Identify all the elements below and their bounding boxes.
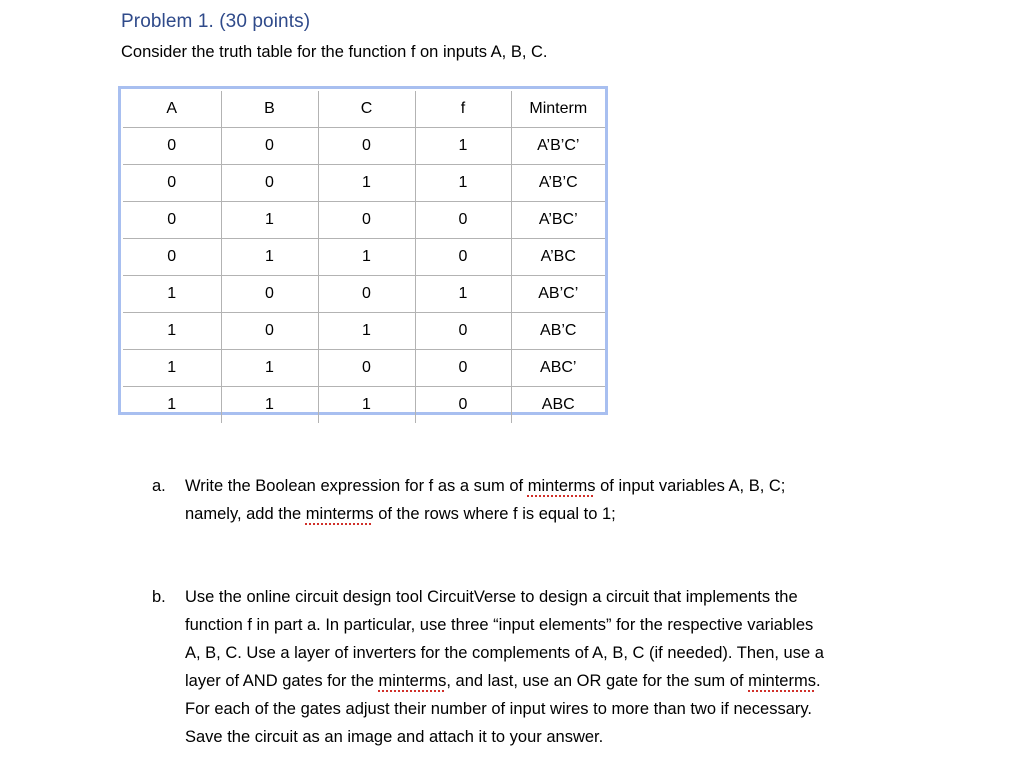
question-b-line-1: Use the online circuit design tool CircuitVerse to design a circuit that implements the [185,588,798,606]
cell-f: 0 [415,313,511,350]
table-row [123,202,605,239]
cell-b: 0 [221,165,318,202]
cell-a: 1 [123,350,221,387]
text-segment: of the rows where f is equal to 1; [373,505,616,523]
table-row [123,276,605,313]
table-row [123,350,605,387]
cell-f: 1 [415,128,511,165]
question-b-line-4 [185,667,952,695]
header-a: A [123,91,221,128]
question-b-line-3: A, B, C. Use a layer of inverters for the complements of A, B, C (if needed). Then, use a [185,644,824,662]
question-a-label: a. [152,477,166,495]
cell-a: 0 [123,128,221,165]
header-f: f [415,91,511,128]
cell-f: 0 [415,202,511,239]
cell-b: 0 [221,313,318,350]
cell-b: 1 [221,202,318,239]
question-b-line-5: For each of the gates adjust their number of input wires to more than two if necessary. [185,700,813,718]
header-c: C [318,91,415,128]
spellcheck-word: minterms [527,477,596,495]
cell-minterm: A’B’C [511,165,605,202]
text-segment: layer of AND gates for the [185,672,379,690]
cell-b: 1 [221,350,318,387]
spellcheck-word: minterms [748,672,816,690]
cell-f: 0 [415,350,511,387]
cell-f: 1 [415,165,511,202]
cell-a: 1 [123,276,221,313]
problem-title: Problem 1. (30 points) [121,11,311,32]
cell-a: 1 [123,387,221,424]
text-segment: . [815,672,821,690]
truth-table [123,91,605,423]
cell-a: 0 [123,202,221,239]
text-segment: namely, add the [185,505,306,523]
cell-a: 1 [123,313,221,350]
cell-minterm: ABC’ [511,350,605,387]
question-a [152,472,952,528]
cell-c: 0 [318,276,415,313]
cell-minterm: A’BC’ [511,202,605,239]
table-row [123,387,605,424]
cell-a: 0 [123,239,221,276]
cell-c: 0 [318,350,415,387]
cell-b: 1 [221,239,318,276]
table-row [123,128,605,165]
question-a-text [185,472,952,528]
question-b-label: b. [152,588,166,606]
cell-c: 1 [318,239,415,276]
text-segment: of input variables A, B, C; [595,477,786,495]
question-b [152,583,952,751]
cell-f: 1 [415,276,511,313]
table-row [123,313,605,350]
cell-c: 0 [318,202,415,239]
table-row [123,165,605,202]
cell-minterm: A’BC [511,239,605,276]
cell-b: 0 [221,128,318,165]
text-segment: , and last, use an OR gate for the sum of [446,672,749,690]
spellcheck-word: minterms [305,505,374,523]
question-b-line-6: Save the circuit as an image and attach it to your answer. [185,728,604,746]
cell-a: 0 [123,165,221,202]
cell-f: 0 [415,387,511,424]
header-b: B [221,91,318,128]
cell-b: 0 [221,276,318,313]
cell-c: 1 [318,313,415,350]
spellcheck-word: minterms [378,672,447,690]
cell-c: 0 [318,128,415,165]
cell-minterm: A’B’C’ [511,128,605,165]
cell-b: 1 [221,387,318,424]
truth-table-frame [118,86,608,415]
cell-c: 1 [318,387,415,424]
cell-minterm: AB’C’ [511,276,605,313]
table-header-row [123,91,605,128]
cell-minterm: AB’C [511,313,605,350]
cell-c: 1 [318,165,415,202]
question-b-line-2: function f in part a. In particular, use three “input elements” for the respective variables [185,616,814,634]
question-a-line-2 [185,500,952,528]
problem-intro: Consider the truth table for the function f on inputs A, B, C. [121,43,548,61]
text-segment: Write the Boolean expression for f as a sum of [185,477,528,495]
cell-f: 0 [415,239,511,276]
question-b-text [185,583,952,751]
cell-minterm: ABC [511,387,605,424]
header-minterm: Minterm [511,91,605,128]
question-a-line-1 [185,472,952,500]
table-row [123,239,605,276]
